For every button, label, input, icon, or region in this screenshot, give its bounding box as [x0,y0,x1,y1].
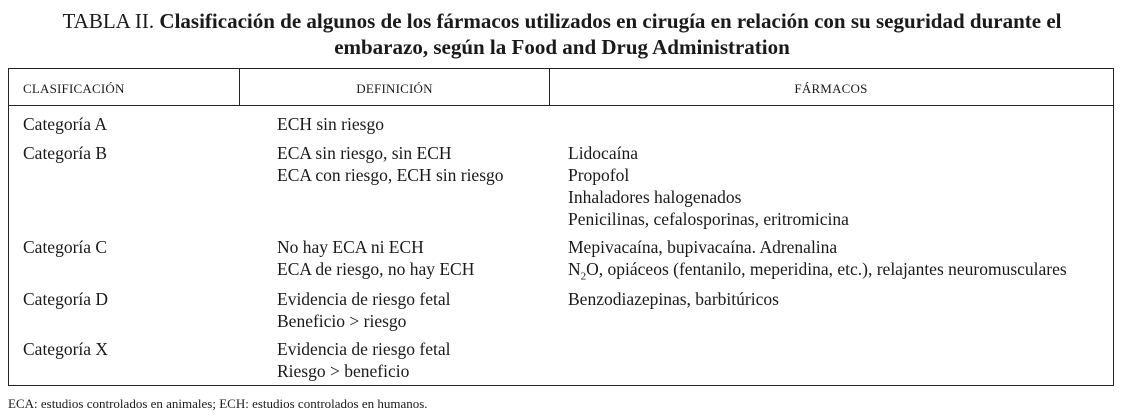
header-definicion: DEFINICIÓN [240,69,550,105]
table-footnote: ECA: estudios controlados en animales; ECH: estudios controlados en humanos. [8,396,428,411]
drug-line: Mepivacaína, bupivacaína. Adrenalina [568,237,838,257]
definition-line: Evidencia de riesgo fetal [277,289,451,309]
title-prefix: TABLA II. [62,9,155,33]
drug-line: Benzodiazepinas, barbitúricos [568,289,779,309]
header-farmacos: FÁRMACOS [794,81,868,96]
header-clasificacion: CLASIFICACIÓN [9,69,240,105]
definition-line: Evidencia de riesgo fetal [277,339,451,359]
n2o-subscript: 2 [580,270,587,283]
table-title [10,8,1114,60]
drugs-cell [568,236,1067,283]
n2o-n: N [568,259,581,279]
drug-line: Inhaladores halogenados [568,187,742,207]
drug-line: Lidocaína [568,143,638,163]
category-cell: Categoría A [23,114,108,134]
definition-line: Riesgo > beneficio [277,361,410,381]
definition-line: ECA con riesgo, ECH sin riesgo [277,165,504,185]
definition-line: Beneficio > riesgo [277,311,407,331]
n2o-rest: O, opiáceos (fentanilo, meperidina, etc.), relajantes neuromusculares [586,259,1067,279]
definition-line: ECH sin riesgo [277,114,384,134]
category-cell: Categoría X [23,339,109,359]
title-line-1 [10,8,1114,34]
drugs-cell [568,288,779,310]
table-header-row [9,69,1113,106]
definition-line: No hay ECA ni ECH [277,237,424,257]
definition-cell [277,142,504,186]
drug-line: Propofol [568,165,630,185]
drugs-cell [568,142,849,230]
category-cell: Categoría B [23,143,108,163]
category-cell: Categoría C [23,237,108,257]
classification-table [8,68,1114,386]
drug-line-n2o [568,258,1067,283]
definition-cell [277,288,450,332]
drug-line: Penicilinas, cefalosporinas, eritromicina [568,209,849,229]
definition-line: ECA sin riesgo, sin ECH [277,143,452,163]
title-line-2: embarazo, según la Food and Drug Administration [334,35,790,59]
definition-cell [277,113,384,135]
title-text-1: Clasificación de algunos de los fármacos utilizados en cirugía en relación con su seguridad durante el [159,9,1062,33]
definition-cell [277,236,474,280]
definition-line: ECA de riesgo, no hay ECH [277,259,475,279]
definition-cell [277,338,450,382]
category-cell: Categoría D [23,289,109,309]
